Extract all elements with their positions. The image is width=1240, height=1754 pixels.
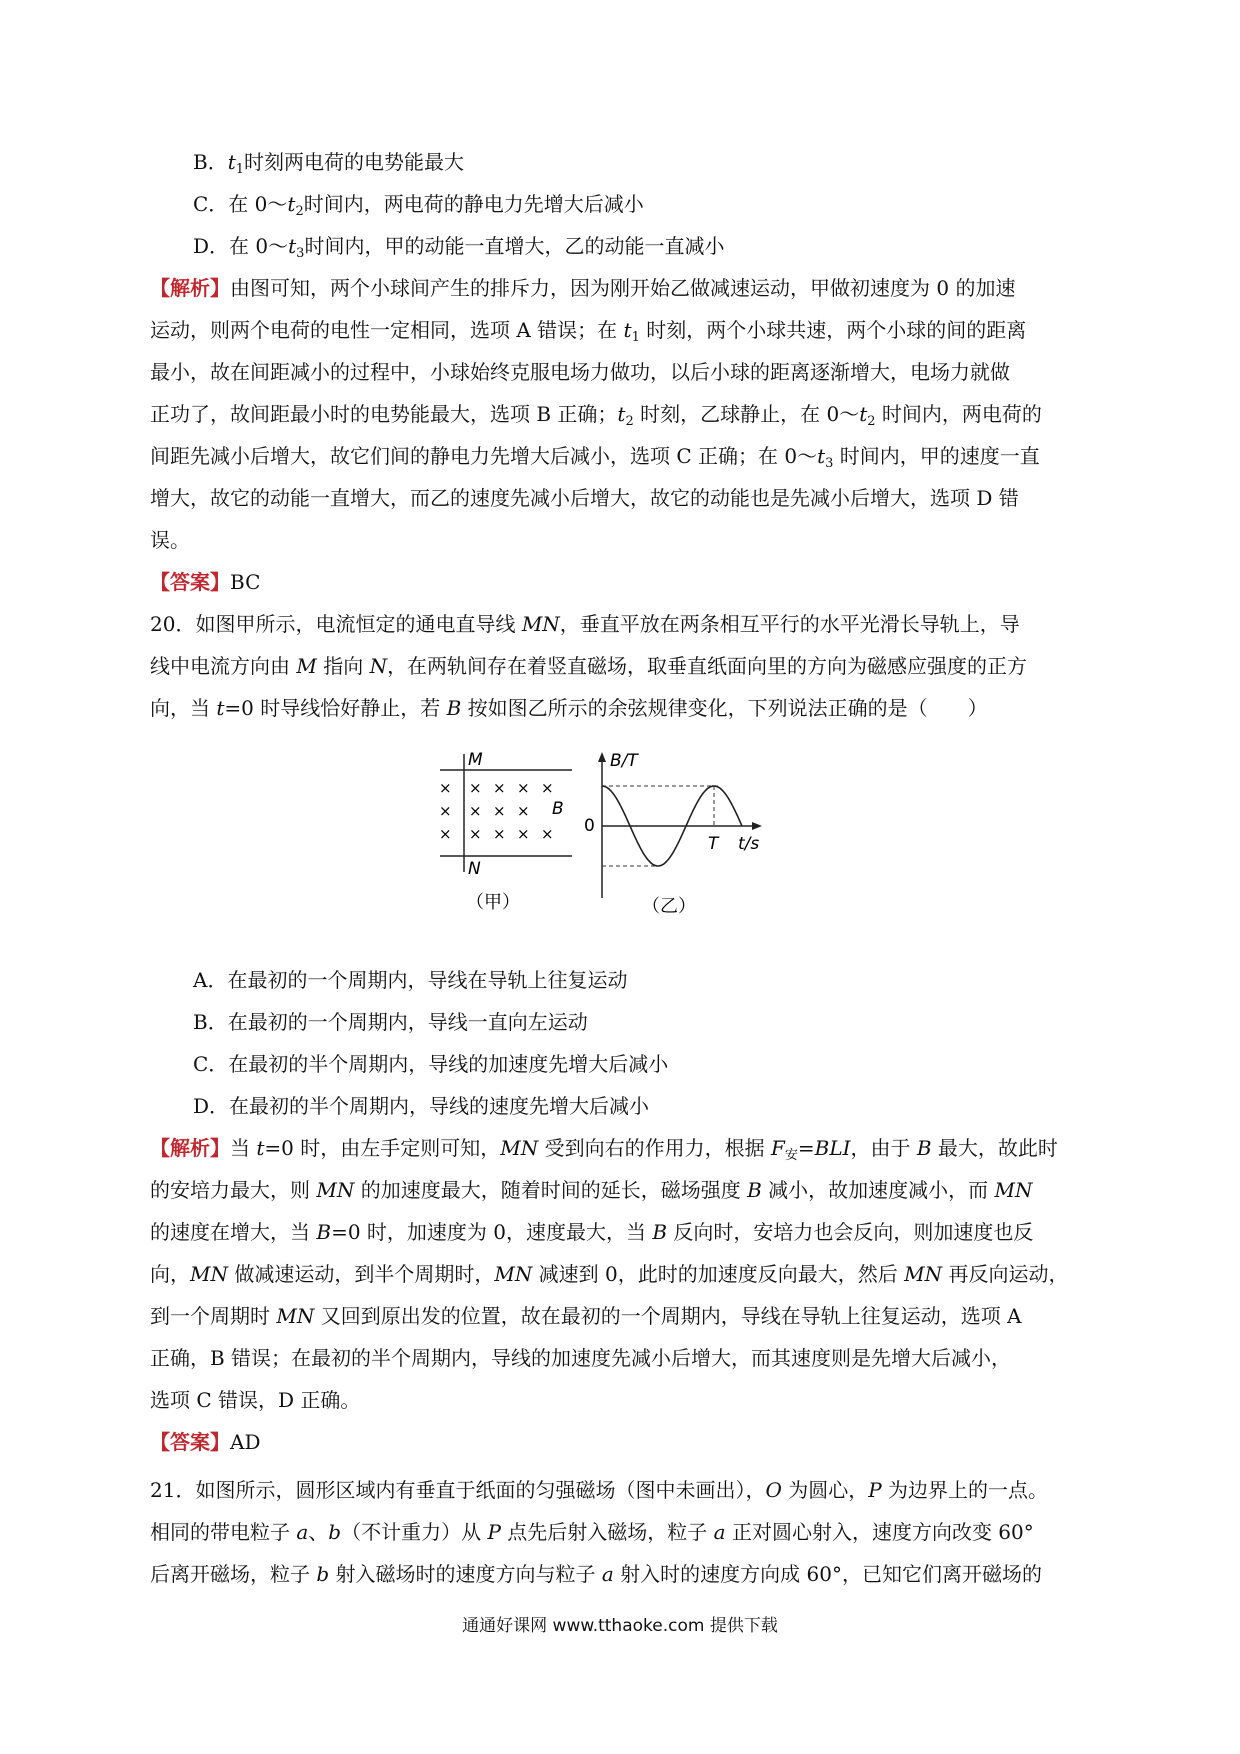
q20-stem-line-2: 线中电流方向由 M 指向 N，在两轨间存在着竖直磁场，取垂直纸面向里的方向为磁感应强度的正方 bbox=[150, 654, 1028, 678]
magnetic-field-crosses bbox=[439, 779, 554, 843]
q19-answer: 【答案】BC bbox=[150, 570, 261, 594]
q20-analysis-line-7: 选项 C 错误，D 正确。 bbox=[150, 1388, 361, 1412]
analysis-tag: 【解析】 bbox=[150, 276, 230, 300]
field-cross-mark: × bbox=[493, 779, 506, 797]
q21-stem-line-1: 21．如图所示，圆形区域内有垂直于纸面的匀强磁场（图中未画出），O 为圆心，P 为边界上的一点。 bbox=[150, 1478, 1049, 1502]
caption-yi: （乙） bbox=[642, 896, 696, 916]
field-cross-mark: × bbox=[541, 825, 554, 843]
q19-analysis-line-1: 【解析】由图可知，两个小球间产生的排斥力，因为刚开始乙做减速运动，甲做初速度为 0 的加速 bbox=[150, 276, 1016, 300]
label-n: N bbox=[468, 859, 481, 879]
q20-analysis-line-1: 【解析】当 t=0 时，由左手定则可知，MN 受到向右的作用力，根据 $F_安=BLI$，由于 B 最大，故此时 bbox=[150, 1136, 1058, 1163]
q20-answer: 【答案】AD bbox=[150, 1430, 261, 1454]
q19-option-d: D．在 $0\sim t_3$时间内，甲的动能一直增大，乙的动能一直减小 bbox=[193, 234, 725, 261]
field-cross-mark: × bbox=[517, 779, 530, 797]
figure-jia bbox=[439, 750, 572, 913]
q19-analysis-line-7: 误。 bbox=[150, 528, 190, 552]
answer-tag: 【答案】 bbox=[150, 1430, 230, 1454]
y-axis-arrow bbox=[598, 752, 606, 762]
q21-stem-line-3: 后离开磁场，粒子 b 射入磁场时的速度方向与粒子 a 射入时的速度方向成 60°，已知它们离开磁场的 bbox=[150, 1562, 1042, 1586]
q20-figure bbox=[430, 748, 810, 916]
field-cross-mark: × bbox=[517, 802, 530, 820]
field-cross-mark: × bbox=[469, 825, 482, 843]
q20-option-d: D．在最初的半个周期内，导线的速度先增大后减小 bbox=[193, 1094, 650, 1118]
field-cross-mark: × bbox=[469, 779, 482, 797]
period-label: T bbox=[708, 834, 719, 854]
q19-analysis-line-6: 增大，故它的动能一直增大，而乙的速度先减小后增大，故它的动能也是先减小后增大，选项 D 错 bbox=[150, 486, 1019, 510]
caption-jia: （甲） bbox=[466, 892, 520, 913]
label-m: M bbox=[468, 750, 483, 770]
figure-yi bbox=[584, 751, 762, 916]
field-cross-mark: × bbox=[517, 825, 530, 843]
page-footer: 通通好课网 www.tthaoke.com 提供下载 bbox=[462, 1616, 778, 1636]
q19-analysis-line-5: 间距先减小后增大，故它们间的静电力先增大后减小，选项 C 正确；在 $0\sim t_3$ 时间内，甲的速度一直 bbox=[150, 444, 1040, 471]
field-cross-mark: × bbox=[469, 802, 482, 820]
field-cross-mark: × bbox=[439, 825, 452, 843]
q19-option-c: C．在 $0\sim t_2$时间内，两电荷的静电力先增大后减小 bbox=[193, 192, 644, 219]
q20-analysis-line-3: 的速度在增大，当 B=0 时，加速度为 0，速度最大，当 B 反向时，安培力也会反向，则加速度也反 bbox=[150, 1220, 1034, 1244]
y-axis-label: B/T bbox=[610, 751, 638, 771]
q20-option-b: B．在最初的一个周期内，导线一直向左运动 bbox=[193, 1010, 588, 1034]
field-cross-mark: × bbox=[439, 802, 452, 820]
field-cross-mark: × bbox=[541, 779, 554, 797]
q19-analysis-line-4: 正功了，故间距最小时的电势能最大，选项 B 正确；$t_2$ 时刻，乙球静止，在 $0\sim t_2$ 时间内，两电荷的 bbox=[150, 402, 1042, 429]
origin-label: 0 bbox=[584, 816, 595, 836]
q19-analysis-line-2: 运动，则两个电荷的电性一定相同，选项 A 错误；在 $t_1$ 时刻，两个小球共速，两个小球的间的距离 bbox=[150, 318, 1027, 345]
q20-stem-line-3: 向，当 t=0 时导线恰好静止，若 B 按如图乙所示的余弦规律变化，下列说法正确的是（ ） bbox=[150, 696, 988, 720]
q20-analysis-line-2: 的安培力最大，则 MN 的加速度最大，随着时间的延长，磁场强度 B 减小，故加速度减小，而 MN bbox=[150, 1178, 1033, 1202]
q19-analysis-line-3: 最小，故在间距减小的过程中，小球始终克服电场力做功，以后小球的距离逐渐增大，电场力就做 bbox=[150, 360, 1010, 384]
q20-analysis-line-4: 向，MN 做减速运动，到半个周期时，MN 减速到 0，此时的加速度反向最大，然后 MN 再反向运动， bbox=[150, 1262, 1069, 1286]
field-cross-mark: × bbox=[439, 779, 452, 797]
x-axis-arrow bbox=[752, 822, 762, 830]
x-axis-label: t/s bbox=[738, 834, 760, 854]
answer-tag: 【答案】 bbox=[150, 570, 230, 594]
q20-option-a: A．在最初的一个周期内，导线在导轨上往复运动 bbox=[193, 968, 628, 992]
q20-analysis-line-6: 正确，B 错误；在最初的半个周期内，导线的加速度先减小后增大，而其速度则是先增大后减小， bbox=[150, 1346, 1012, 1370]
q20-analysis-line-5: 到一个周期时 MN 又回到原出发的位置，故在最初的一个周期内，导线在导轨上往复运动，选项 A bbox=[150, 1304, 1022, 1328]
q19-option-b: B．$t_1$时刻两电荷的电势能最大 bbox=[193, 150, 465, 177]
field-cross-mark: × bbox=[493, 825, 506, 843]
analysis-tag: 【解析】 bbox=[150, 1136, 230, 1160]
field-cross-mark: × bbox=[493, 802, 506, 820]
q21-stem-line-2: 相同的带电粒子 a、b（不计重力）从 P 点先后射入磁场，粒子 a 正对圆心射入，速度方向改变 60° bbox=[150, 1520, 1034, 1544]
q20-stem-line-1: 20．如图甲所示，电流恒定的通电直导线 MN，垂直平放在两条相互平行的水平光滑长导轨上，导 bbox=[150, 612, 1020, 636]
q20-option-c: C．在最初的半个周期内，导线的加速度先增大后减小 bbox=[193, 1052, 669, 1076]
label-b: B bbox=[552, 799, 564, 819]
